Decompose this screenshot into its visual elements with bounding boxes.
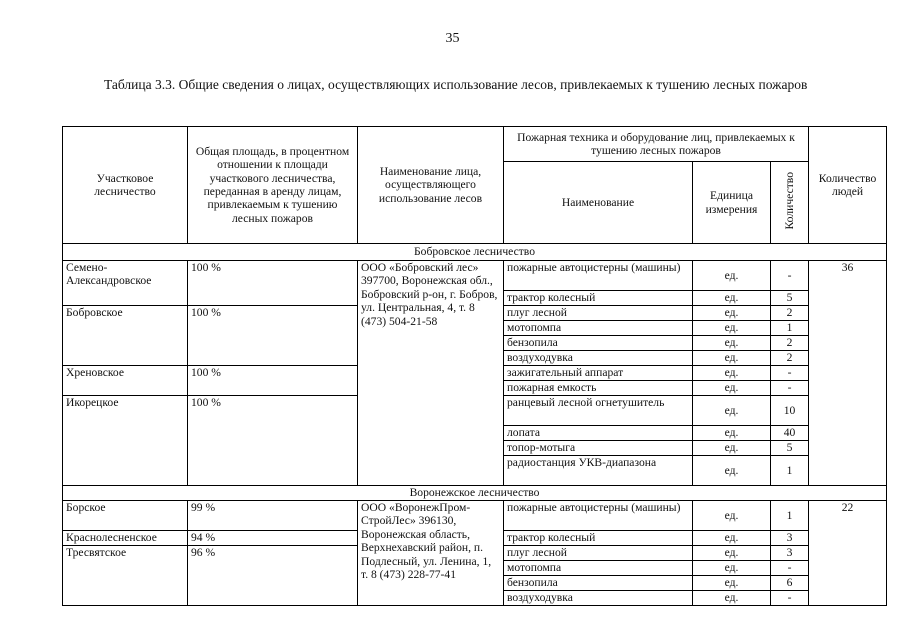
section-title: Воронежское лесничество [63,486,887,501]
section-title-row [63,244,887,261]
forest-users-table [62,126,887,606]
equipment-name: топор-мотыга [504,441,692,456]
equipment-qty: 2 [771,336,808,351]
section-content-row [63,501,887,606]
equipment-unit-column [693,501,771,606]
header-user: Наименование лица, осуществляющего использование лесов [358,127,504,244]
equipment-qty: 40 [771,426,808,441]
equipment-unit: ед. [693,261,770,291]
equipment-unit: ед. [693,381,770,396]
equipment-qty: - [771,381,808,396]
equipment-name: трактор колесный [504,291,692,306]
equipment-qty: 1 [786,464,793,477]
equipment-name: воздуходувка [504,351,692,366]
forestry-name: Бобровское [63,306,187,366]
equipment-unit: ед. [693,396,770,426]
equipment-unit: ед. [693,351,770,366]
table-body [63,244,887,606]
equipment-qty: - [771,366,808,381]
equipment-qty: - [787,591,792,604]
equipment-unit: ед. [693,366,770,381]
equipment-name: пожарные автоцистерны (машины) [504,261,692,291]
equipment-unit: ед. [693,336,770,351]
area-percent: 99 % [188,501,357,531]
area-column [188,261,358,486]
forestry-name: Хреновское [63,366,187,396]
equipment-qty: - [771,561,808,576]
equipment-name: трактор колесный [504,531,692,546]
equipment-unit: ед. [693,546,770,561]
people-count: 36 [809,261,887,486]
header-equipment-qty-label: Количество [782,172,796,230]
page-number: 35 [445,31,460,46]
equipment-unit: ед. [693,321,770,336]
header-equipment-name: Наименование [504,162,693,244]
equipment-unit: ед. [693,306,770,321]
forestry-name: Краснолесненское [63,531,187,546]
table-caption: Таблица 3.3. Общие сведения о лицах, осуществляющих использование лесов, привлекаемых к тушению лесных пожаров [104,77,808,92]
equipment-name: пожарные автоцистерны (машины) [504,501,692,531]
header-equipment-unit: Единица измерения [693,162,771,244]
forestry-column [63,261,188,486]
area-column [188,501,358,606]
equipment-unit: ед. [693,531,770,546]
equipment-qty-column [771,501,809,606]
equipment-name: плуг лесной [504,546,692,561]
equipment-qty: 6 [771,576,808,591]
equipment-unit: ед. [724,591,739,604]
equipment-unit-column [693,261,771,486]
section-title: Бобровское лесничество [63,244,887,261]
equipment-name-column [504,261,693,486]
equipment-unit: ед. [693,291,770,306]
forestry-name: Борское [63,501,187,531]
equipment-name: мотопомпа [504,321,692,336]
equipment-unit: ед. [724,464,739,477]
equipment-qty: 5 [771,441,808,456]
equipment-unit: ед. [693,426,770,441]
equipment-unit: ед. [693,501,770,531]
equipment-qty-column [771,261,809,486]
forestry-name: Икорецкое [66,396,119,409]
equipment-name: зажигательный аппарат [504,366,692,381]
header-people: Количество людей [809,127,887,244]
equipment-qty: 3 [771,546,808,561]
equipment-qty: - [771,261,808,291]
equipment-unit: ед. [693,561,770,576]
equipment-unit: ед. [693,441,770,456]
header-area: Общая площадь, в процентном отношении к площади участкового лесничества, переданная в аренду лицам, привлекаемым к тушению лесных пожаров [188,127,358,244]
equipment-name: радиостанция УКВ-диапазона [507,456,657,469]
area-percent: 100 % [188,261,357,306]
equipment-name: плуг лесной [504,306,692,321]
area-percent: 100 % [188,306,357,366]
equipment-unit: ед. [693,576,770,591]
area-percent: 100 % [188,366,357,396]
header-equipment-group: Пожарная техника и оборудование лиц, привлекаемых к тушению лесных пожаров [504,127,809,162]
equipment-qty: 1 [771,501,808,531]
people-count: 22 [809,501,887,606]
equipment-name: мотопомпа [504,561,692,576]
equipment-qty: 3 [771,531,808,546]
section-title-row [63,486,887,501]
section-content-row [63,261,887,486]
equipment-qty: 1 [771,321,808,336]
forest-user: ООО «Бобровский лес» 397700, Воронежская обл., Бобровский р-он, г. Бобров, ул. Центральная, 4, т. 8 (473) 504-21-58 [358,261,504,486]
forest-user: ООО «ВоронежПром-СтройЛес» 396130, Воронежская область, Верхнехавский район, п. Подлесный, ул. Ленина, 1, т. 8 (473) 228-77-41 [358,501,504,606]
forestry-name: Тресвятское [66,546,127,559]
equipment-name: бензопила [504,576,692,591]
header-forestry: Участковое лесничество [63,127,188,244]
equipment-name: ранцевый лесной огнетушитель [504,396,692,426]
forestry-column [63,501,188,606]
equipment-name: воздуходувка [507,591,573,604]
equipment-qty: 5 [771,291,808,306]
equipment-name: бензопила [504,336,692,351]
equipment-name-column [504,501,693,606]
equipment-qty: 2 [771,306,808,321]
equipment-qty: 10 [771,396,808,426]
forestry-name: Семено-Александровское [63,261,187,306]
equipment-name: пожарная емкость [504,381,692,396]
area-percent: 96 % [191,546,216,559]
equipment-name: лопата [504,426,692,441]
area-percent: 100 % [191,396,221,409]
header-equipment-qty [771,162,809,244]
area-percent: 94 % [188,531,357,546]
equipment-qty: 2 [771,351,808,366]
